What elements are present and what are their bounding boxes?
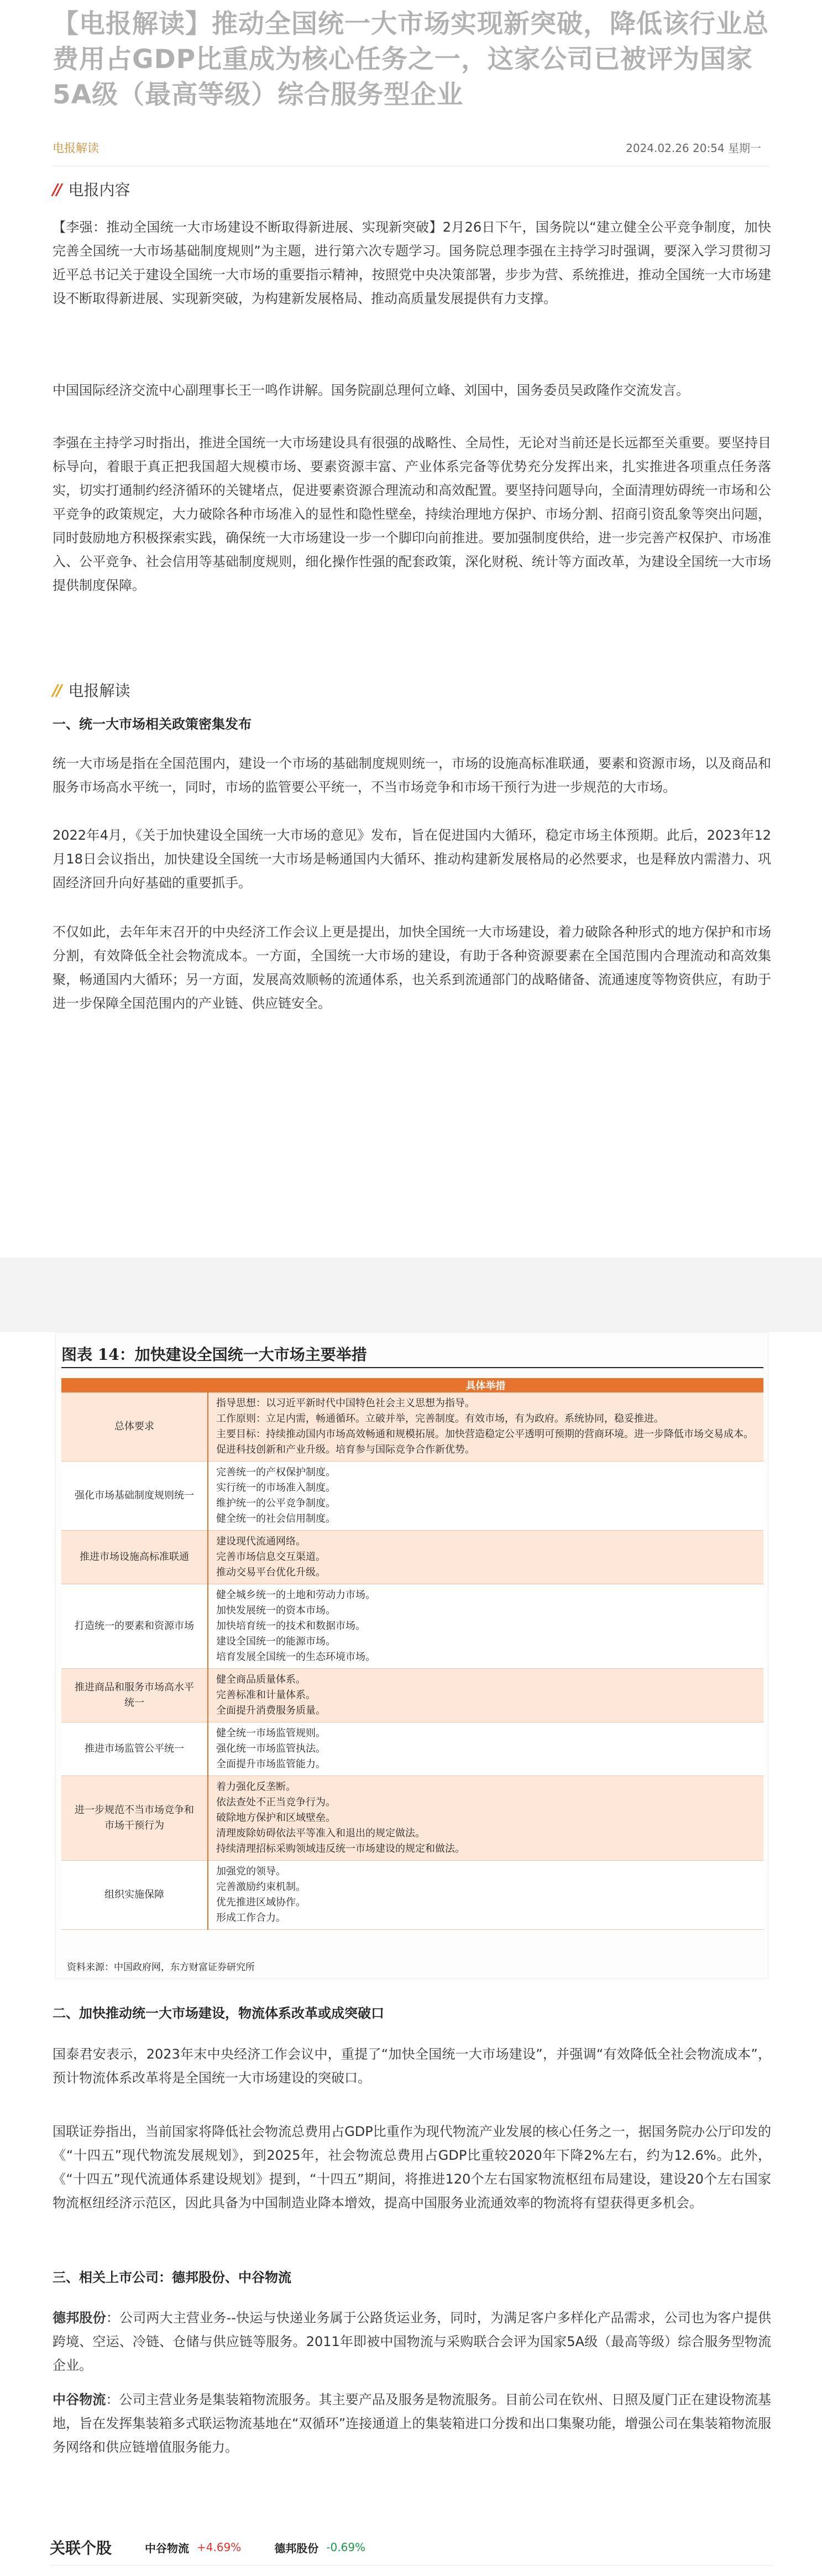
table-cell-category: 进一步规范不当市场竞争和市场干预行为 xyxy=(61,1776,208,1861)
news-paragraph-1: 【李强：推动全国统一大市场建设不断取得新进展、实现新突破】2月26日下午，国务院以“建立健全公平竞争制度，加快完善全国统一大市场基础制度规则”为主题，进行第六次专题学习。国务院总理李强在主持学习时强调，要深入学习贯彻习近平总书记关于建设全国统一大市场的重要指示精神，按照党中央决策部署，步步为营、系统推进，推动全国统一大市场建设不断取得新进展、实现新突破，为构建新发展格局、推动高质量发展提供有力支撑。 xyxy=(53,219,771,306)
measure-line: 建设全国统一的能源市场。 xyxy=(216,1636,336,1647)
table-cell-measures xyxy=(208,1531,763,1584)
analysis-paragraph-1: 统一大市场是指在全国范围内，建设一个市场的基础制度规则统一，市场的设施高标准联通，要素和资源市场，以及商品和服务市场高水平统一，同时，市场的监管要公平统一，不当市场竞争和市场干预行为进一步规范的大市场。 xyxy=(53,756,771,795)
table-header-blank xyxy=(61,1378,208,1392)
analysis-paragraph-5: 国联证券指出，当前国家将降低社会物流总费用占GDP比重作为现代物流产业发展的核心任务之一，据国务院办公厅印发的《“十四五”现代物流发展规划》，到2025年，社会物流总费用占GDP比重较2020年下降2%左右，约为12.6%。此外，《“十四五”现代流通体系建设规划》提到，“十四五”期间，将推进120个左右国家物流枢纽布局建设，建设20个左右国家物流枢纽经济示范区，因此具备为中国制造业降本增效，提高中国服务业流通效率的物流将有望获得更多机会。 xyxy=(53,2124,771,2211)
subsection-title-1: 一、统一大市场相关政策密集发布 xyxy=(53,716,252,732)
measure-line: 推动交易平台优化升级。 xyxy=(216,1567,326,1578)
company-name-zhonggu[interactable]: 中谷物流 xyxy=(53,2392,106,2407)
measure-line: 工作原则：立足内需，畅通循环。立破并举，完善制度。有效市场，有为政府。系统协同，稳妥推进。 xyxy=(216,1413,664,1425)
table-row xyxy=(61,1531,763,1584)
measure-line: 健全统一的社会信用制度。 xyxy=(216,1513,336,1525)
measure-line: 依法查处不正当竞争行为。 xyxy=(216,1797,336,1808)
measure-line: 培育发展全国统一的生态环境市场。 xyxy=(216,1651,375,1663)
measure-line: 完善市场信息交互渠道。 xyxy=(216,1551,326,1563)
analysis-paragraph-4: 国泰君安表示，2023年末中央经济工作会议中，重提了“加快全国统一大市场建设”，并强调“有效降低全社会物流成本”，预计物流体系改革将是全国统一大市场建设的突破口。 xyxy=(53,2046,771,2086)
measure-line: 全面提升消费服务质量。 xyxy=(216,1705,326,1716)
measure-line: 完善标准和计量体系。 xyxy=(216,1689,316,1701)
table-cell-category: 打造统一的要素和资源市场 xyxy=(61,1584,208,1669)
stock-item-zhonggu[interactable] xyxy=(145,2540,241,2556)
subsection-title-3: 三、相关上市公司：德邦股份、中谷物流 xyxy=(53,2270,291,2285)
measure-line: 全面提升市场监管能力。 xyxy=(216,1758,326,1770)
news-paragraph-3: 李强在主持学习时指出，推进全国统一大市场建设具有很强的战略性、全局性，无论对当前还是长远都至关重要。要坚持目标导向，着眼于真正把我国超大规模市场、要素资源丰富、产业体系完备等优势充分发挥出来，扎实推进各项重点任务落实，切实打通制约经济循环的关键堵点，促进要素资源合理流动和高效配置。要坚持问题导向，全面清理妨碍统一市场和公平竞争的政策规定，大力破除各种市场准入的显性和隐性壁垒，持续治理地方保护、市场分割、招商引资乱象等突出问题，同时鼓励地方积极探索实践，确保统一大市场建设一步一个脚印向前推进。要加强制度供给，进一步完善产权保护、市场准入、公平竞争、社会信用等基础制度规则，细化操作性强的配套政策，深化财税、统计等方面改革，为建设全国统一大市场提供制度保障。 xyxy=(53,435,771,593)
measure-line: 主要目标：持续推动国内市场高效畅通和规模拓展。加快营造稳定公平透明可预期的营商环境。进一步降低市场交易成本。促进科技创新和产业升级。培育参与国际竞争合作新优势。 xyxy=(216,1428,753,1455)
table-body xyxy=(61,1392,763,1930)
policy-measures-figure xyxy=(55,1332,768,1979)
measure-line: 破除地方保护和区域壁垒。 xyxy=(216,1812,336,1824)
table-cell-measures xyxy=(208,1776,763,1861)
analysis-paragraph-2: 2022年4月，《关于加快建设全国统一大市场的意见》发布，旨在促进国内大循环，稳定市场主体预期。此后，2023年12月18日会议指出，加快建设全国统一大市场是畅通国内大循环、推动构建新发展格局的必然要求，也是释放内需潜力、巩固经济回升向好基础的重要抓手。 xyxy=(53,828,771,891)
stock-item-deppon[interactable] xyxy=(274,2540,365,2556)
table-cell-category: 推进市场设施高标准联通 xyxy=(61,1531,208,1584)
section-heading-news xyxy=(53,178,130,200)
measure-line: 完善统一的产权保护制度。 xyxy=(216,1467,336,1478)
measure-line: 完善激励约束机制。 xyxy=(216,1881,306,1893)
company-paragraph-1 xyxy=(53,2306,771,2378)
table-cell-measures xyxy=(208,1584,763,1669)
table-cell-measures xyxy=(208,1722,763,1776)
figure-title-text: 图表 14：加快建设全国统一大市场主要举措 xyxy=(61,1345,367,1364)
article-tag[interactable]: 电报解读 xyxy=(53,142,99,155)
figure-title xyxy=(61,1343,367,1365)
table-cell-measures xyxy=(208,1861,763,1930)
measure-line: 强化统一市场监管执法。 xyxy=(216,1743,326,1755)
slash-marker-icon: // xyxy=(53,180,61,198)
measure-line: 优先推进区域协作。 xyxy=(216,1897,306,1908)
slash-marker-icon: // xyxy=(53,680,61,699)
article-headline: 【电报解读】推动全国统一大市场实现新突破，降低该行业总费用占GDP比重成为核心任务之一，这家公司已被评为国家5A级（最高等级）综合服务型企业 xyxy=(53,9,769,110)
measure-line: 健全商品质量体系。 xyxy=(216,1674,306,1685)
measures-table xyxy=(61,1378,763,1930)
measure-line: 加强党的领导。 xyxy=(216,1866,286,1877)
table-cell-category: 强化市场基础制度规则统一 xyxy=(61,1462,208,1531)
measure-line: 实行统一的市场准入制度。 xyxy=(216,1482,336,1494)
measure-line: 持续清理招标采购领域违反统一市场建设的规定和做法。 xyxy=(216,1843,465,1855)
measure-line: 维护统一的公平竞争制度。 xyxy=(216,1498,336,1509)
measure-line: 加快发展统一的资本市场。 xyxy=(216,1605,336,1616)
table-cell-category: 推进商品和服务市场高水平统一 xyxy=(61,1669,208,1722)
stock-name: 中谷物流 xyxy=(145,2541,190,2555)
measure-line: 形成工作合力。 xyxy=(216,1912,286,1924)
measure-line: 清理废除妨碍依法平等准入和退出的规定做法。 xyxy=(216,1828,425,1839)
subsection-title-2: 二、加快推动统一大市场建设，物流体系改革或成突破口 xyxy=(53,2006,384,2021)
company-text-zhonggu: ：公司主营业务是集装箱物流服务。其主要产品及服务是物流服务。目前公司在钦州、日照及厦门正在建设物流基地，旨在发挥集装箱多式联运物流基地在“双循环”连接通道上的集装箱进口分拨和出口集聚功能，增强公司在集装箱物流服务网络和供应链增值服务能力。 xyxy=(53,2392,772,2455)
measure-line: 建设现代流通网络。 xyxy=(216,1536,306,1547)
measure-line: 着力强化反垄断。 xyxy=(216,1781,296,1793)
company-text-deppon: ：公司两大主营业务--快运与快递业务属于公路货运业务，同时，为满足客户多样化产品需求，公司也为客户提供跨境、空运、冷链、仓储与供应链等服务。2011年即被中国物流与采购联合会评为国家5A级（最高等级）综合服务型物流企业。 xyxy=(53,2310,771,2373)
table-cell-category: 推进市场监管公平统一 xyxy=(61,1722,208,1776)
table-cell-category: 组织实施保障 xyxy=(61,1861,208,1930)
stock-change: +4.69% xyxy=(197,2541,242,2554)
table-row xyxy=(61,1722,763,1776)
section-heading-label: 电报解读 xyxy=(68,682,130,700)
measure-line: 健全城乡统一的土地和劳动力市场。 xyxy=(216,1589,375,1601)
stock-name: 德邦股份 xyxy=(274,2541,319,2555)
table-row xyxy=(61,1861,763,1930)
section-heading-label: 电报内容 xyxy=(68,181,130,199)
table-row xyxy=(61,1392,763,1462)
table-cell-measures xyxy=(208,1669,763,1722)
related-stocks-bar xyxy=(50,2531,774,2564)
analysis-paragraph-3: 不仅如此，去年年末召开的中央经济工作会议上更是提出，加快全国统一大市场建设，着力破除各种形式的地方保护和市场分割，有效降低全社会物流成本。一方面，全国统一大市场的建设，有助于各种资源要素在全国范围内合理流动和高效集聚，畅通国内大循环；另一方面，发展高效顺畅的流通体系，也关系到流通部门的战略储备、流通速度等物资供应，有助于进一步保障全国范围内的产业链、供应链安全。 xyxy=(53,924,771,1011)
company-name-deppon[interactable]: 德邦股份 xyxy=(53,2310,106,2326)
table-header-measures: 具体举措 xyxy=(208,1378,763,1392)
table-cell-measures xyxy=(208,1462,763,1531)
article-datetime: 2024.02.26 20:54 星期一 xyxy=(626,142,761,155)
table-cell-category: 总体要求 xyxy=(61,1392,208,1462)
table-row xyxy=(61,1584,763,1669)
related-stocks-title: 关联个股 xyxy=(50,2539,112,2557)
table-row xyxy=(61,1462,763,1531)
figure-title-rule xyxy=(61,1367,763,1368)
stock-change: -0.69% xyxy=(326,2541,366,2554)
news-paragraph-2: 中国国际经济交流中心副理事长王一鸣作讲解。国务院副总理何立峰、刘国中，国务委员吴政隆作交流发言。 xyxy=(53,383,689,398)
measure-line: 指导思想：以习近平新时代中国特色社会主义思想为指导。 xyxy=(216,1397,475,1409)
image-background-band xyxy=(0,1258,822,1332)
table-row xyxy=(61,1776,763,1861)
company-paragraph-2 xyxy=(53,2388,771,2459)
measure-line: 加快培育统一的技术和数据市场。 xyxy=(216,1620,365,1632)
figure-source: 资料来源：中国政府网，东方财富证券研究所 xyxy=(67,1962,255,1973)
table-row xyxy=(61,1669,763,1722)
measure-line: 健全统一市场监管规则。 xyxy=(216,1727,326,1739)
section-heading-analysis xyxy=(53,679,130,701)
table-cell-measures xyxy=(208,1392,763,1462)
